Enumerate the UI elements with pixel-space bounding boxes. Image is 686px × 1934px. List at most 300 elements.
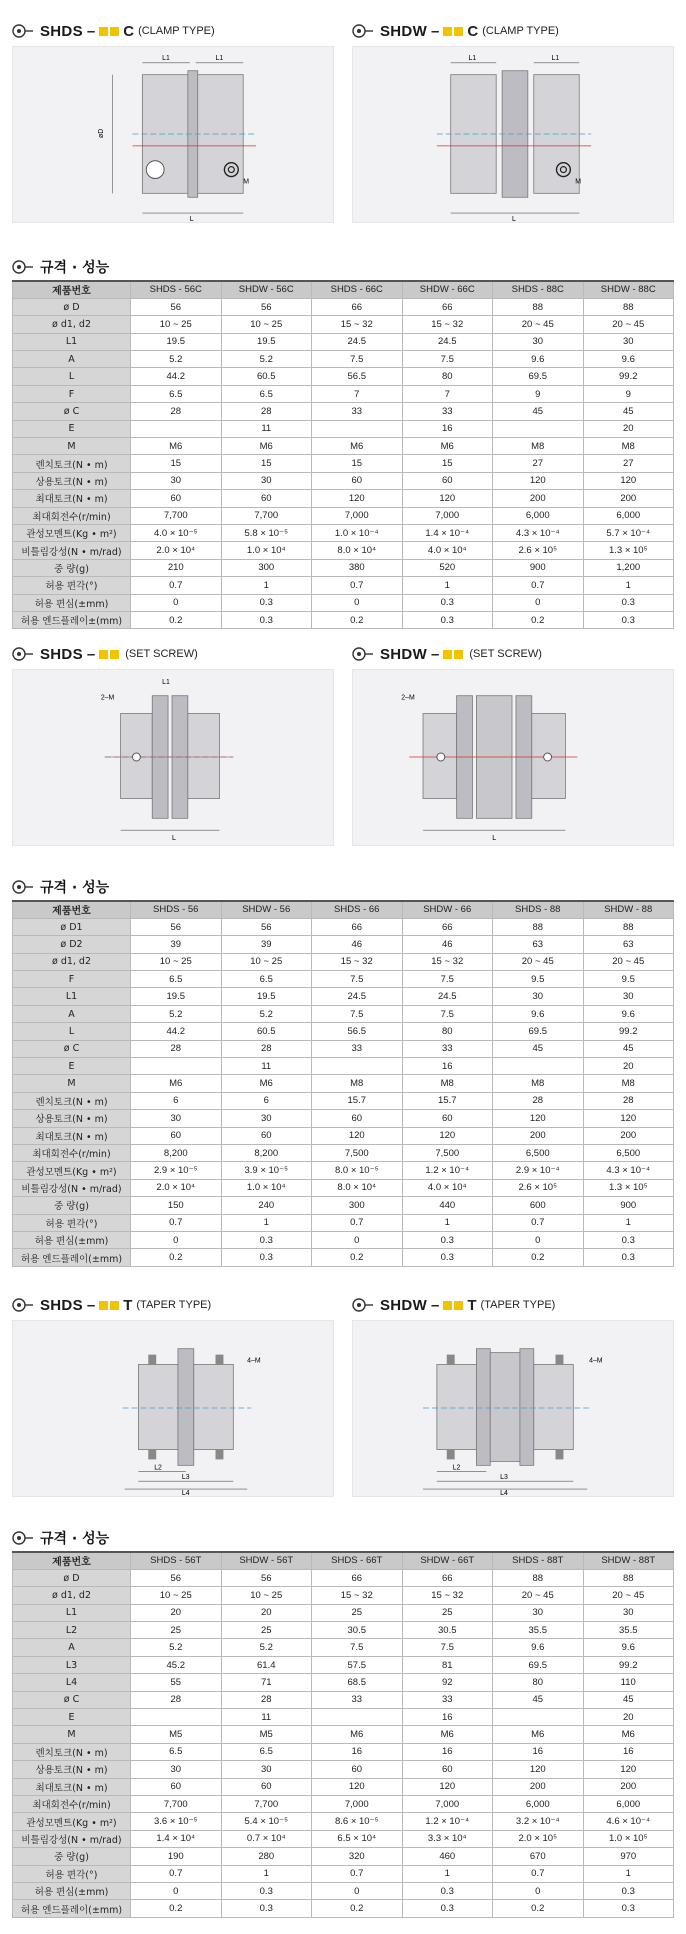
table-cell: 4.3 × 10⁻⁴ [493,524,584,541]
table-cell: 0.3 [221,1900,312,1917]
svg-text:L3: L3 [500,1474,508,1482]
table-row [13,524,674,541]
table-cell: M6 [221,1075,312,1092]
table-cell: 30 [131,472,222,489]
table-cell: M6 [131,1075,222,1092]
table-cell: 0.3 [583,1900,674,1917]
table-cell: 28 [131,1040,222,1057]
row-label: M [13,438,131,455]
table-cell: 15 ~ 32 [402,316,493,333]
model-header: SHDW - 88 [583,901,674,918]
row-label: 렌치토크(N • m) [13,1743,131,1760]
table-cell: 15 ~ 32 [312,953,403,970]
table-cell: 7.5 [402,1005,493,1022]
table-cell: 200 [493,490,584,507]
table-row [13,1127,674,1144]
table-row [13,1569,674,1586]
row-label: 비틀림강성(N • m/rad) [13,1830,131,1847]
table-cell: 66 [312,1569,403,1586]
table-cell: 20 [583,1709,674,1726]
table-cell: 68.5 [312,1674,403,1691]
table-cell: 33 [402,1691,493,1708]
svg-text:2–M: 2–M [401,694,415,702]
spec-table-body [13,298,674,628]
table-cell: 2.9 × 10⁻⁵ [131,1162,222,1179]
row-label: 허용 편심(±mm) [13,1231,131,1248]
dash: – [431,22,440,40]
table-cell: 0.7 [493,577,584,594]
table-row [13,1197,674,1214]
table-cell: M6 [221,438,312,455]
table-cell: 7,700 [131,507,222,524]
table-cell: 2.0 × 10⁵ [493,1830,584,1847]
table-cell: 30 [221,1110,312,1127]
table-cell: 8.0 × 10⁻⁵ [312,1162,403,1179]
table-cell: 20 [583,420,674,437]
row-label: ø D1 [13,918,131,935]
table-cell: 120 [402,1778,493,1795]
row-label: F [13,385,131,402]
table-cell: 45 [583,1691,674,1708]
table-cell: 0 [493,1231,584,1248]
table-cell: 16 [402,1058,493,1075]
table-cell: 56.5 [312,368,403,385]
model-code: SHDS [40,645,83,663]
table-cell: 6,500 [493,1144,584,1161]
table-cell: 56.5 [312,1023,403,1040]
row-label: 중 량(g) [13,559,131,576]
table-cell: 16 [402,420,493,437]
table-row [13,1848,674,1865]
spec-title: 규격 · 성능 [40,880,110,896]
table-cell: 7.5 [312,1639,403,1656]
table-row [13,1075,674,1092]
row-label: 허용 편각(°) [13,1865,131,1882]
model-header: SHDS - 66T [312,1552,403,1569]
table-row [13,1900,674,1917]
drawing-shdw-setscrew [352,669,674,846]
table-cell: 28 [493,1092,584,1109]
table-cell: 69.5 [493,1656,584,1673]
size-placeholder-box [454,27,463,36]
table-cell: 7,700 [131,1795,222,1812]
table-cell: 0.7 [131,1865,222,1882]
table-cell: M6 [402,438,493,455]
row-label: 비틀림강성(N • m/rad) [13,542,131,559]
table-cell: 6.5 [131,1743,222,1760]
table-cell [312,420,403,437]
table-cell: M5 [221,1726,312,1743]
table-cell: 1.0 × 10⁴ [221,1179,312,1196]
header-label: 제품번호 [13,281,131,298]
table-cell [131,1058,222,1075]
table-row [13,403,674,420]
table-cell: 45 [493,1691,584,1708]
table-cell: 30 [131,1761,222,1778]
table-cell: 6,000 [583,507,674,524]
table-cell: 240 [221,1197,312,1214]
table-cell: 99.2 [583,368,674,385]
table-cell: 60 [402,1761,493,1778]
table-cell: 28 [221,403,312,420]
table-cell: 9.6 [583,1639,674,1656]
svg-text:M: M [575,178,582,186]
table-cell: 7,000 [402,507,493,524]
drawing-title-shdw-setscrew [352,642,542,666]
table-cell: 20 ~ 45 [583,316,674,333]
table-cell: 6.5 × 10⁴ [312,1830,403,1847]
table-cell: 15 ~ 32 [402,1587,493,1604]
table-cell: 5.2 [131,1639,222,1656]
row-label: 허용 엔드플레이(±mm) [13,1900,131,1917]
table-cell: 25 [402,1604,493,1621]
table-cell: 60 [221,1778,312,1795]
row-label: 최대회전수(r/min) [13,1795,131,1812]
table-cell: 30.5 [402,1622,493,1639]
model-header: SHDW - 56C [221,281,312,298]
drawing-title-shds-taper [12,1293,211,1317]
table-cell: 0 [312,1231,403,1248]
table-cell: 7.5 [402,1639,493,1656]
table-cell: 120 [583,1110,674,1127]
table-cell: 1.2 × 10⁻⁴ [402,1162,493,1179]
model-suffix: T [467,1296,477,1314]
header-label: 제품번호 [13,901,131,918]
table-row [13,1092,674,1109]
table-cell: 15 [312,455,403,472]
table-cell: 0 [131,1231,222,1248]
table-cell: 1.0 × 10⁵ [583,1830,674,1847]
row-label: 관성모멘트(Kg • m²) [13,1162,131,1179]
table-cell: 9.6 [493,1005,584,1022]
spec-table-taper [12,1551,674,1918]
model-header: SHDS - 88T [493,1552,584,1569]
table-cell: 0.2 [312,611,403,628]
table-cell: 0 [312,594,403,611]
table-cell: 56 [131,918,222,935]
table-row [13,1761,674,1778]
table-cell: 63 [583,936,674,953]
row-label: 상용토크(N • m) [13,472,131,489]
table-cell: 0.3 [402,594,493,611]
table-cell: 19.5 [221,988,312,1005]
table-cell: 39 [221,936,312,953]
table-cell: 5.2 [221,351,312,368]
table-cell: 3.6 × 10⁻⁵ [131,1813,222,1830]
table-cell: 5.4 × 10⁻⁵ [221,1813,312,1830]
row-label: 최대회전수(r/min) [13,507,131,524]
model-header: SHDW - 88C [583,281,674,298]
table-cell: 19.5 [131,333,222,350]
table-cell: 15.7 [312,1092,403,1109]
drawing-shds-taper [12,1320,334,1497]
table-cell: 7.5 [312,351,403,368]
table-cell: 11 [221,1058,312,1075]
row-label: E [13,1709,131,1726]
table-row [13,507,674,524]
table-cell: 60 [402,1110,493,1127]
table-cell: 33 [312,1691,403,1708]
table-cell: 200 [583,1778,674,1795]
table-cell: 60 [312,472,403,489]
table-cell: 88 [583,918,674,935]
coupling-logo-icon [12,1530,34,1546]
table-cell: 57.5 [312,1656,403,1673]
row-label: F [13,971,131,988]
table-cell: 0.3 [402,1900,493,1917]
table-cell: 61.4 [221,1656,312,1673]
svg-text:4–M: 4–M [247,1357,261,1365]
table-cell: 440 [402,1197,493,1214]
table-cell: 30 [493,333,584,350]
svg-text:L1: L1 [162,54,170,62]
row-label: 최대회전수(r/min) [13,1144,131,1161]
table-cell: 1.3 × 10⁵ [583,1179,674,1196]
table-cell: 45 [583,1040,674,1057]
table-cell: 2.6 × 10⁵ [493,542,584,559]
table-cell: 5.2 [221,1639,312,1656]
table-cell: 1 [402,577,493,594]
row-label: 최대토크(N • m) [13,1127,131,1144]
table-row [13,472,674,489]
table-row [13,1778,674,1795]
row-label: 중 량(g) [13,1197,131,1214]
table-row [13,1604,674,1621]
table-cell: 5.7 × 10⁻⁴ [583,524,674,541]
table-cell: 56 [221,298,312,315]
table-cell: 24.5 [402,333,493,350]
coupling-logo-icon [12,1297,34,1313]
table-cell: 80 [402,1023,493,1040]
table-cell: 9.6 [583,1005,674,1022]
row-label: ø D [13,1569,131,1586]
table-cell: 45 [583,403,674,420]
svg-text:L: L [172,835,176,843]
table-cell: 900 [493,559,584,576]
row-label: L1 [13,988,131,1005]
table-row [13,316,674,333]
table-cell: 0.2 [312,1249,403,1266]
table-cell: 300 [312,1197,403,1214]
table-cell: 88 [493,298,584,315]
table-cell: 30 [583,1604,674,1621]
table-cell: 24.5 [402,988,493,1005]
model-code: SHDW [380,645,428,663]
drawing-title-shds-clamp [12,19,215,43]
row-label: A [13,351,131,368]
table-cell: 6,000 [493,1795,584,1812]
table-cell: 0.3 [221,594,312,611]
table-cell: 0.3 [583,1882,674,1899]
row-label: 비틀림강성(N • m/rad) [13,1179,131,1196]
size-placeholder-box [110,27,119,36]
table-cell: 60.5 [221,1023,312,1040]
table-cell: 44.2 [131,1023,222,1040]
table-cell: 56 [131,298,222,315]
row-label: M [13,1075,131,1092]
table-cell: 1 [221,1214,312,1231]
table-cell: 16 [493,1743,584,1760]
table-cell: 60 [131,490,222,507]
table-cell: 1.0 × 10⁴ [221,542,312,559]
type-label: (CLAMP TYPE) [482,25,559,37]
svg-text:L: L [492,835,497,843]
row-label: E [13,420,131,437]
table-row [13,1249,674,1266]
model-code: SHDS [40,1296,83,1314]
table-row [13,577,674,594]
row-label: L1 [13,1604,131,1621]
table-cell: 4.0 × 10⁴ [402,1179,493,1196]
table-cell: 60 [221,1127,312,1144]
table-row [13,1674,674,1691]
table-cell: 69.5 [493,1023,584,1040]
table-cell: 20 [131,1604,222,1621]
table-cell: 0.2 [131,611,222,628]
svg-text:L1: L1 [468,54,477,62]
table-cell: 56 [221,1569,312,1586]
table-cell: 0.3 [221,611,312,628]
row-label: A [13,1005,131,1022]
type-label: (SET SCREW) [469,648,542,660]
table-cell: 0.7 [493,1865,584,1882]
table-cell: 66 [312,298,403,315]
table-cell: 69.5 [493,368,584,385]
table-cell: M6 [402,1726,493,1743]
table-cell: 6.5 [131,385,222,402]
table-cell: 60 [131,1778,222,1795]
table-cell: 150 [131,1197,222,1214]
table-row [13,594,674,611]
svg-text:4–M: 4–M [589,1357,603,1365]
table-cell: 15 ~ 32 [402,953,493,970]
size-placeholder-box [443,650,452,659]
table-cell: 9.6 [493,1639,584,1656]
table-cell: 1.4 × 10⁻⁴ [402,524,493,541]
table-cell: 6,000 [493,507,584,524]
table-cell: 10 ~ 25 [131,953,222,970]
row-label: 허용 편각(°) [13,577,131,594]
table-row [13,1882,674,1899]
table-cell: 10 ~ 25 [221,1587,312,1604]
table-cell: 20 [221,1604,312,1621]
model-code: SHDW [380,1296,428,1314]
table-cell: 1 [221,1865,312,1882]
size-placeholder-box [110,650,119,659]
table-row [13,1813,674,1830]
table-cell: 7 [402,385,493,402]
table-cell: 8.0 × 10⁴ [312,542,403,559]
table-cell: 1 [583,577,674,594]
row-label: 최대토크(N • m) [13,490,131,507]
svg-text:L4: L4 [500,1490,508,1496]
table-cell: 0.2 [131,1249,222,1266]
table-cell: M8 [583,438,674,455]
dash: – [86,22,96,40]
table-cell: 71 [221,1674,312,1691]
table-row [13,1040,674,1057]
table-cell: 60 [221,490,312,507]
table-cell: 7,700 [221,507,312,524]
table-cell: 3.9 × 10⁻⁵ [221,1162,312,1179]
row-label: L [13,368,131,385]
table-cell: 0.3 [583,1249,674,1266]
table-cell: 30 [583,333,674,350]
table-cell: 460 [402,1848,493,1865]
table-cell: 0.7 [131,577,222,594]
table-cell: 28 [221,1691,312,1708]
model-suffix: C [123,22,135,40]
table-row [13,385,674,402]
table-cell: M8 [312,1075,403,1092]
table-cell: 45 [493,1040,584,1057]
spec-heading [12,257,109,277]
type-label: (TAPER TYPE) [136,1299,212,1311]
table-cell: 1.2 × 10⁻⁴ [402,1813,493,1830]
size-placeholder-box [110,1301,119,1310]
table-cell: 99.2 [583,1656,674,1673]
table-cell: 0.3 [221,1882,312,1899]
table-cell: 4.0 × 10⁻⁵ [131,524,222,541]
table-cell: 0.3 [221,1249,312,1266]
table-row [13,298,674,315]
row-label: M [13,1726,131,1743]
table-cell: 16 [402,1709,493,1726]
table-cell: 0 [131,1882,222,1899]
table-cell: 80 [493,1674,584,1691]
table-cell: 30 [131,1110,222,1127]
table-cell: 200 [493,1127,584,1144]
table-cell: M6 [312,438,403,455]
table-cell: 0 [493,594,584,611]
table-cell: 8,200 [131,1144,222,1161]
table-cell: 120 [493,472,584,489]
spec-heading [12,1528,109,1548]
table-cell: 10 ~ 25 [221,316,312,333]
svg-text:L3: L3 [181,1474,190,1482]
table-row [13,438,674,455]
table-cell: 7,500 [312,1144,403,1161]
table-cell: 6,500 [583,1144,674,1161]
table-cell: 10 ~ 25 [221,953,312,970]
table-cell: 15 [131,455,222,472]
spec-heading [12,877,109,897]
table-cell: 60 [312,1110,403,1127]
table-row [13,1656,674,1673]
table-cell: 300 [221,559,312,576]
row-label: ø D2 [13,936,131,953]
table-cell: 1.3 × 10⁵ [583,542,674,559]
table-cell: 16 [312,1743,403,1760]
table-row [13,918,674,935]
table-cell: 0.7 [493,1214,584,1231]
table-cell: 28 [131,403,222,420]
table-cell: 6.5 [221,385,312,402]
drawing-shdw-taper [352,1320,674,1497]
table-cell: 0.3 [402,1882,493,1899]
table-cell: 120 [402,490,493,507]
table-cell: 16 [402,1743,493,1760]
table-cell: 120 [312,1127,403,1144]
model-header: SHDW - 56T [221,1552,312,1569]
spec-table-body [13,918,674,1266]
table-cell [493,1058,584,1075]
size-placeholder-box [443,27,452,36]
table-cell: 92 [402,1674,493,1691]
type-label: (TAPER TYPE) [480,1299,556,1311]
table-cell: 7.5 [402,971,493,988]
table-cell [493,1709,584,1726]
